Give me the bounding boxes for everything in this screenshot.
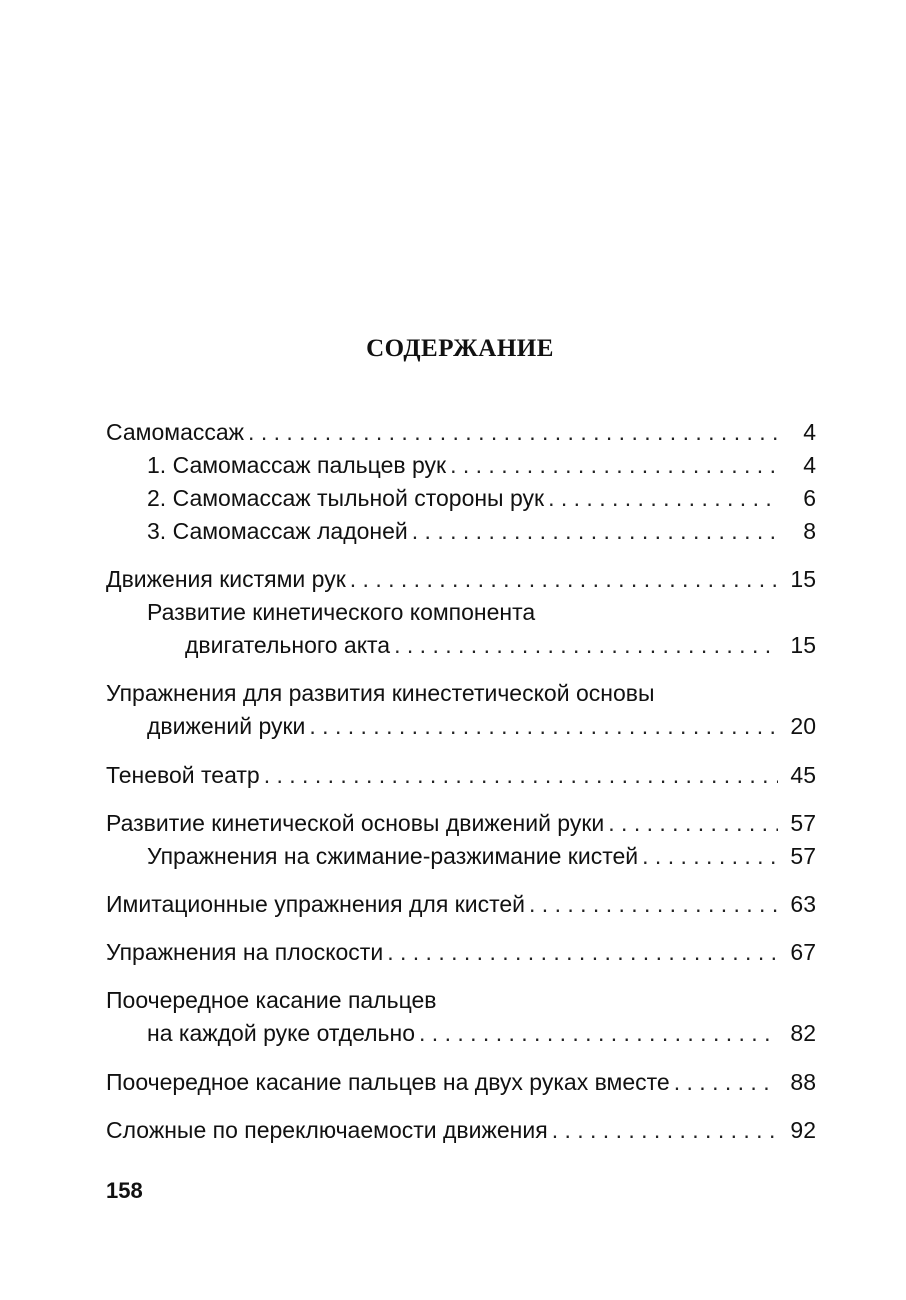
toc-entry-page: 63 [790, 891, 816, 917]
toc-entry-fingers-massage [147, 449, 816, 481]
toc-entry-label: Сложные по переключаемости движения [106, 1117, 548, 1143]
toc-entry-page: 8 [803, 518, 816, 544]
toc-entry-label: Упражнения на плоскости [106, 939, 384, 965]
toc-entry-complex-switching [106, 1114, 816, 1146]
dot-leader [412, 515, 778, 547]
toc-entry-page: 88 [790, 1069, 816, 1095]
toc-entry-palms-massage [147, 515, 816, 547]
toc-entry-squeeze-exercises [147, 840, 816, 872]
toc-entry-back-of-hand-massage [147, 482, 816, 514]
toc-entry-page: 20 [790, 713, 816, 739]
toc-entry-label: Теневой театр [106, 762, 260, 788]
dot-leader [552, 1114, 778, 1146]
toc-entry-label: двигательного акта [185, 632, 391, 658]
toc-entry-shadow-theatre [106, 759, 816, 791]
toc-entry-page: 92 [790, 1117, 816, 1143]
toc-entry-imitation-exercises [106, 888, 816, 920]
toc-entry-hand-movements [106, 563, 816, 595]
toc-entry-label: 1. Самомассаж пальцев рук [147, 452, 447, 478]
toc-entry-kinetic-component-line1: Развитие кинетического компонента [147, 599, 536, 625]
toc-entry-label: 3. Самомассаж ладоней [147, 518, 408, 544]
dot-leader [419, 1017, 778, 1049]
toc-entry-kinesthetic-basis-line1: Упражнения для развития кинестетической основы [106, 680, 655, 706]
toc-entry-label: Имитационные упражнения для кистей [106, 891, 526, 917]
toc-entry-finger-touch-both [106, 1066, 816, 1098]
toc-entry-label: Развитие кинетической основы движений руки [106, 810, 605, 836]
dot-leader [608, 807, 778, 839]
dot-leader [450, 449, 778, 481]
toc-entry-page: 4 [803, 452, 816, 478]
toc-entry-page: 15 [790, 566, 816, 592]
toc-entry-kinetic-basis [106, 807, 816, 839]
dot-leader [309, 710, 778, 742]
dot-leader [394, 629, 778, 661]
dot-leader [548, 482, 778, 514]
toc-entry-page: 45 [790, 762, 816, 788]
page-number: 158 [106, 1178, 143, 1203]
toc-entry-page: 82 [790, 1020, 816, 1046]
toc-entry-finger-touch-single-line1: Поочередное касание пальцев [106, 987, 437, 1013]
toc-entry-label: на каждой руке отдельно [147, 1020, 416, 1046]
toc-entry-kinesthetic-basis [147, 710, 816, 742]
toc-entry-page: 6 [803, 485, 816, 511]
dot-leader [350, 563, 778, 595]
toc-entry-finger-touch-single [147, 1017, 816, 1049]
toc-entry-label: Поочередное касание пальцев на двух руках вместе [106, 1069, 670, 1095]
toc-entry-label: Самомассаж [106, 419, 245, 445]
toc-entry-label: 2. Самомассаж тыльной стороны рук [147, 485, 545, 511]
toc-entry-samomassazh [106, 416, 816, 448]
toc-entry-label: движений руки [147, 713, 306, 739]
dot-leader [674, 1066, 778, 1098]
dot-leader [529, 888, 778, 920]
toc-entry-page: 57 [790, 810, 816, 836]
toc-entry-kinetic-component [185, 629, 816, 661]
dot-leader [387, 936, 778, 968]
dot-leader [642, 840, 778, 872]
toc-entry-page: 57 [790, 843, 816, 869]
dot-leader [264, 759, 778, 791]
toc-entry-page: 15 [790, 632, 816, 658]
toc-entry-label: Движения кистями рук [106, 566, 346, 592]
toc-entry-page: 4 [803, 419, 816, 445]
toc-entry-page: 67 [790, 939, 816, 965]
dot-leader [248, 416, 778, 448]
toc-entry-label: Упражнения на сжимание-разжимание кистей [147, 843, 639, 869]
toc-title: СОДЕРЖАНИЕ [366, 335, 554, 362]
toc-entry-plane-exercises [106, 936, 816, 968]
